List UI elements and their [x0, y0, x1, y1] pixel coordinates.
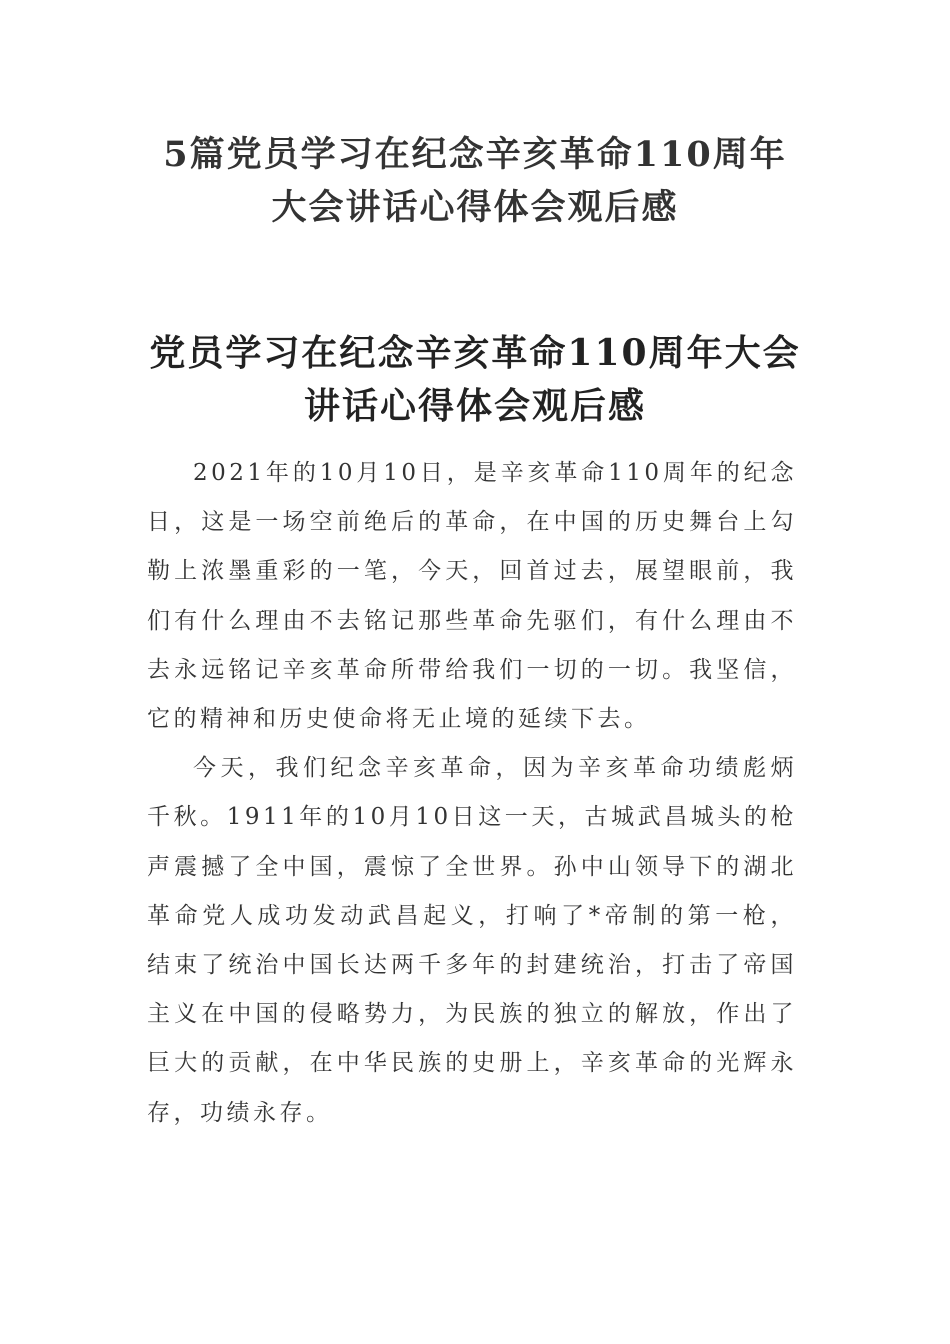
paragraph: 今天，我们纪念辛亥革命，因为辛亥革命功绩彪炳千秋。1911年的10月10日这一天，古城武昌城头的枪声震撼了全中国，震惊了全世界。孙中山领导下的湖北革命党人成功发动武昌起义，打响了*帝制的第一枪，结束了统治中国长达两千多年的封建统治，打击了帝国主义在中国的侵略势力，为民族的独立的解放，作出了巨大的贡献，在中华民族的史册上，辛亥革命的光辉永存，功绩永存。 [147, 755, 797, 1126]
section-title: 党员学习在纪念辛亥革命110周年大会讲话心得体会观后感 [149, 332, 801, 427]
body-text [147, 449, 797, 1138]
paragraph: 2021年的10月10日，是辛亥革命110周年的纪念日，这是一场空前绝后的革命，在中国的历史舞台上勾勒上浓墨重彩的一笔，今天，回首过去，展望眼前，我们有什么理由不去铭记那些革命先驱们，有什么理由不去永远铭记辛亥革命所带给我们一切的一切。我坚信，它的精神和历史使命将无止境的延续下去。 [147, 460, 797, 733]
document-title: 5篇党员学习在纪念辛亥革命110周年大会讲话心得体会观后感 [163, 134, 787, 228]
